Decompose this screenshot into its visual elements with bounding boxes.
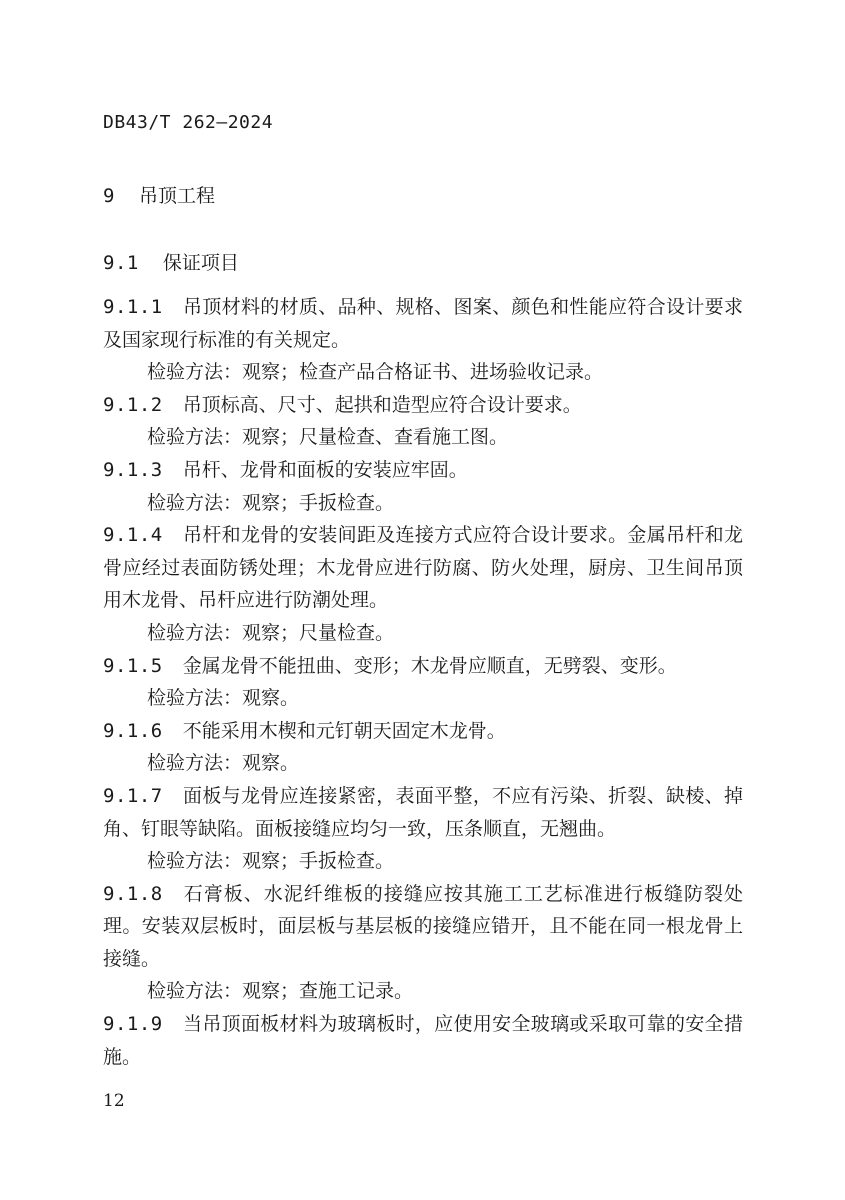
inspection-method: 检验方法：观察；手扳检查。 [147,850,395,873]
clause-body [103,715,743,748]
clause-9-1-1 [103,291,743,389]
page-number: 12 [103,1091,125,1111]
standard-code: DB43/T 262—2024 [103,112,274,133]
clause-text: 吊顶材料的材质、品种、规格、图案、颜色和性能应符合设计要求及国家现行标准的有关规定。 [103,296,743,351]
clause-9-1-5 [103,650,743,715]
clause-number: 9.1.1 [103,296,163,318]
chapter-heading [103,181,215,208]
section-heading [103,248,239,275]
clause-number: 9.1.9 [103,1013,163,1036]
clause-text: 吊顶标高、尺寸、起拱和造型应符合设计要求。 [182,393,582,416]
clause-text: 石膏板、水泥纤维板的接缝应按其施工工艺标准进行板缝防裂处理。安装双层板时，面层板与基层板的接缝应错开，且不能在同一根龙骨上接缝。 [103,882,743,970]
clause-body [103,454,743,487]
clause-number: 9.1.3 [103,458,163,481]
clause-9-1-7 [103,780,743,878]
chapter-number: 9 [103,185,115,207]
clause-number: 9.1.8 [103,882,163,905]
section-number: 9.1 [103,252,139,274]
clause-number: 9.1.4 [103,524,163,547]
clause-9-1-4 [103,519,743,649]
clause-text: 吊杆和龙骨的安装间距及连接方式应符合设计要求。金属吊杆和龙骨应经过表面防锈处理；木龙骨应进行防腐、防火处理，厨房、卫生间吊顶用木龙骨、吊杆应进行防潮处理。 [103,524,743,612]
clause-body [103,650,743,683]
clause-list [103,291,743,1073]
clause-9-1-8 [103,878,743,1008]
clause-body [103,389,743,422]
chapter-title: 吊顶工程 [138,185,215,207]
clause-9-1-9 [103,1008,743,1073]
clause-body [103,780,743,845]
clause-body [103,519,743,617]
clause-text: 吊杆、龙骨和面板的安装应牢固。 [182,458,468,481]
clause-body [103,291,743,356]
inspection-method: 检验方法：观察；手扳检查。 [147,491,395,514]
clause-number: 9.1.7 [103,784,163,807]
clause-9-1-6 [103,715,743,780]
inspection-method: 检验方法：观察。 [147,752,300,775]
inspection-method: 检验方法：观察；尺量检查。 [147,621,395,644]
clause-9-1-3 [103,454,743,519]
clause-text: 面板与龙骨应连接紧密，表面平整，不应有污染、折裂、缺棱、掉角、钉眼等缺陷。面板接缝应均匀一致，压条顺直，无翘曲。 [103,784,743,840]
inspection-method: 检验方法：观察。 [147,687,300,710]
section-title: 保证项目 [162,252,239,274]
clause-body [103,1008,743,1073]
clause-text: 金属龙骨不能扭曲、变形；木龙骨应顺直，无劈裂、变形。 [182,654,677,677]
inspection-method: 检验方法：观察；查施工记录。 [147,980,414,1003]
clause-number: 9.1.5 [103,654,163,677]
clause-number: 9.1.2 [103,393,163,416]
clause-9-1-2 [103,389,743,454]
clause-body [103,878,743,976]
inspection-method: 检验方法：观察；尺量检查、查看施工图。 [147,426,509,449]
clause-number: 9.1.6 [103,719,163,742]
inspection-method: 检验方法：观察；检查产品合格证书、进场验收记录。 [147,361,604,384]
clause-text: 当吊顶面板材料为玻璃板时，应使用安全玻璃或采取可靠的安全措施。 [103,1013,743,1068]
clause-text: 不能采用木楔和元钉朝天固定木龙骨。 [182,719,506,742]
